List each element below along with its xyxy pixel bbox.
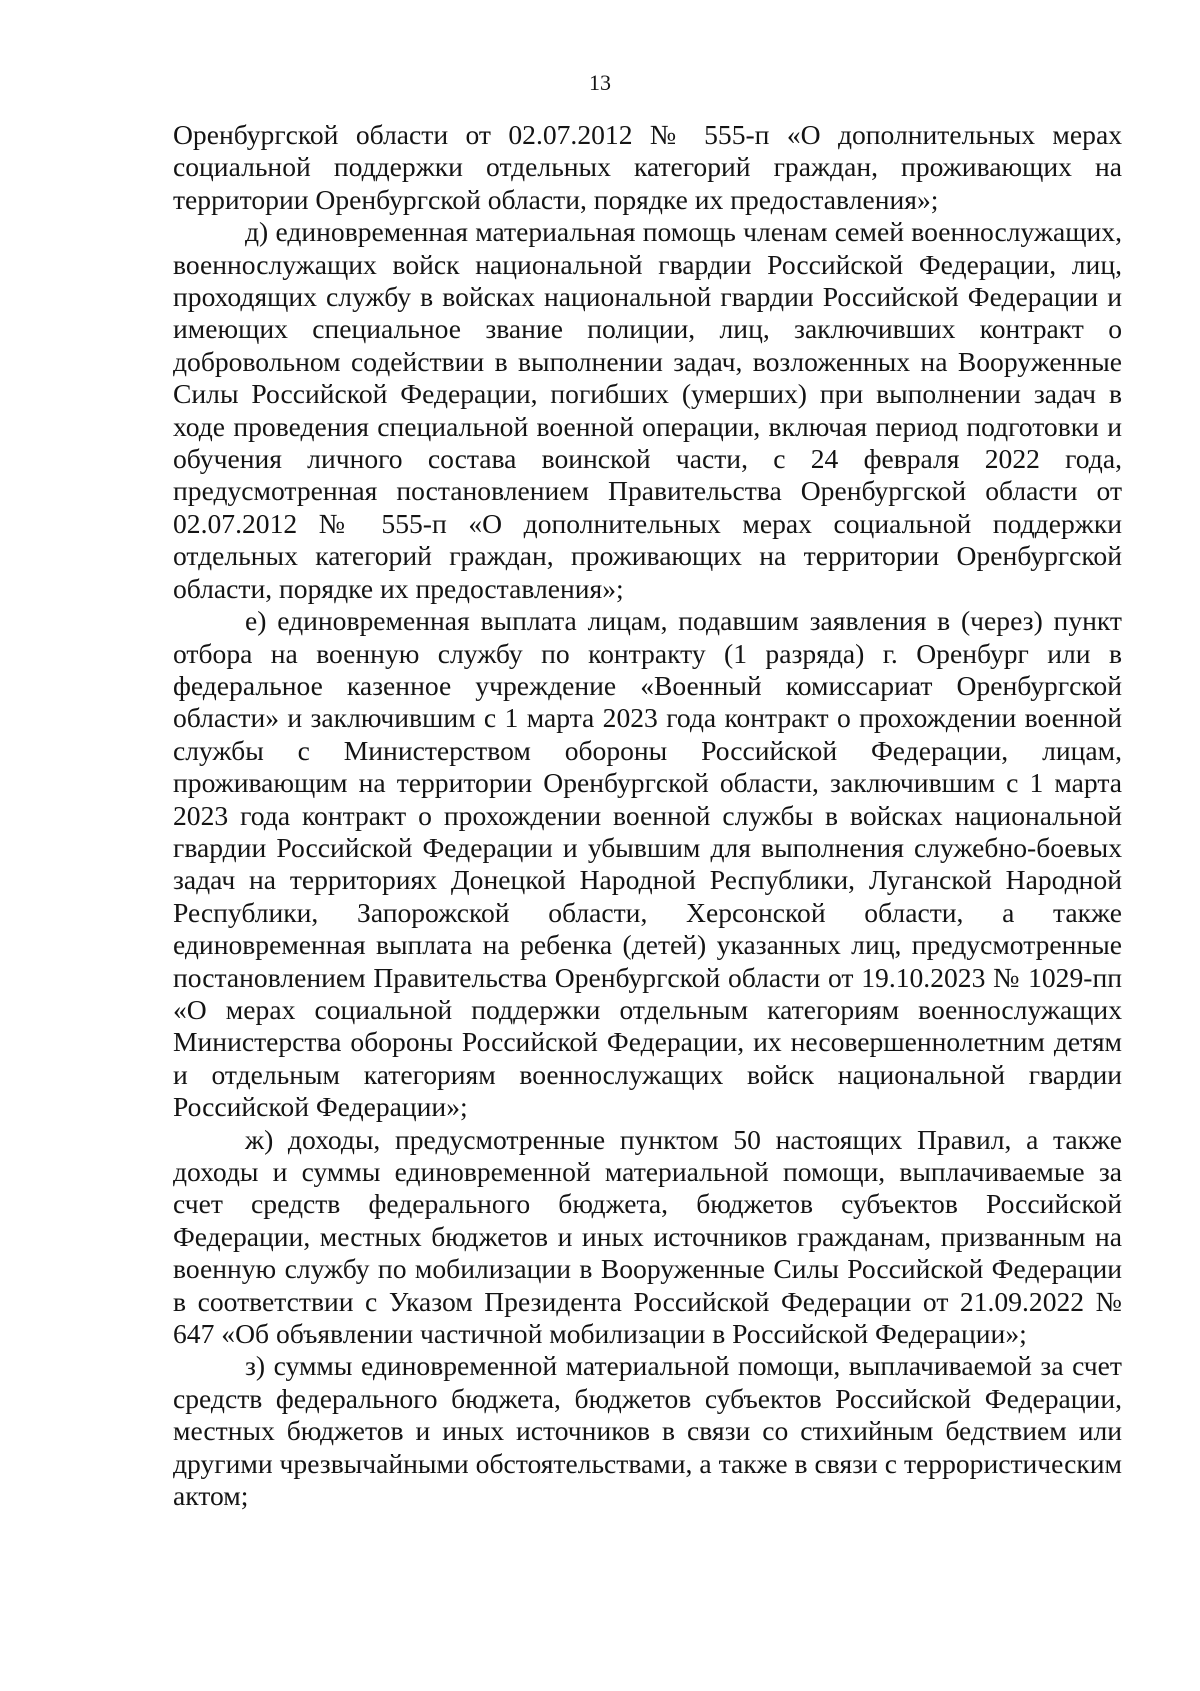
paragraph-item-z: з) суммы единовременной материальной помощи, выплачиваемой за счет средств федерального бюджета, бюджетов субъектов Российской Федерации, местных бюджетов и иных источников в связи со стихийным бедствием или другими чрезвычайными обстоятельствами, а также в связи с террористическим актом;	[173, 1350, 1122, 1512]
paragraph-continuation: Оренбургской области от 02.07.2012 № 555-п «О дополнительных мерах социальной поддержки отдельных категорий граждан, проживающих на территории Оренбургской области, порядке их предоставления»;	[173, 119, 1122, 215]
paragraph-item-d: д) единовременная материальная помощь членам семей военнослужащих, военнослужащих войск национальной гвардии Российской Федерации, лиц, проходящих службу в войсках национальной гвардии Российской Федерации и имеющих специальное звание полиции, лиц, заключивших контракт о добровольном содействии в выполнении задач, возложенных на Вооруженные Силы Российской Федерации, погибших (умерших) при выполнении задач в ходе проведения специальной военной операции, включая период подготовки и обучения личного состава воинской части, с 24 февраля 2022 года, предусмотренная постановлением Правительства Оренбургской области от 02.07.2012 № 555-п «О дополнительных мерах социальной поддержки отдельных категорий граждан, проживающих на территории Оренбургской области, порядке их предоставления»;	[173, 216, 1122, 604]
paragraph-item-zh: ж) доходы, предусмотренные пунктом 50 настоящих Правил, а также доходы и суммы единовременной материальной помощи, выплачиваемые за счет средств федерального бюджета, бюджетов субъектов Российской Федерации, местных бюджетов и иных источников гражданам, призванным на военную службу по мобилизации в Вооруженные Силы Российской Федерации в соответствии с Указом Президента Российской Федерации от 21.09.2022 № 647 «Об объявлении частичной мобилизации в Российской Федерации»;	[173, 1123, 1122, 1350]
paragraph-item-e: е) единовременная выплата лицам, подавшим заявления в (через) пункт отбора на военную службу по контракту (1 разряда) г. Оренбург или в федеральное казенное учреждение «Военный комиссариат Оренбургской области» и заключившим с 1 марта 2023 года контракт о прохождении военной службы с Министерством обороны Российской Федерации, лицам, проживающим на территории Оренбургской области, заключившим с 1 марта 2023 года контракт о прохождении военной службы в войсках национальной гвардии Российской Федерации и убывшим для выполнения служебно-боевых задач на территориях Донецкой Народной Республики, Луганской Народной Республики, Запорожской области, Херсонской области, а также единовременная выплата на ребенка (детей) указанных лиц, предусмотренные постановлением Правительства Оренбургской области от 19.10.2023 № 1029-пп «О мерах социальной поддержки отдельным категориям военнослужащих Министерства обороны Российской Федерации, их несовершеннолетним детям и отдельным категориям военнослужащих войск национальной гвардии Российской Федерации»;	[173, 605, 1122, 1123]
document-body	[173, 119, 1122, 1512]
page-number: 13	[589, 70, 611, 95]
